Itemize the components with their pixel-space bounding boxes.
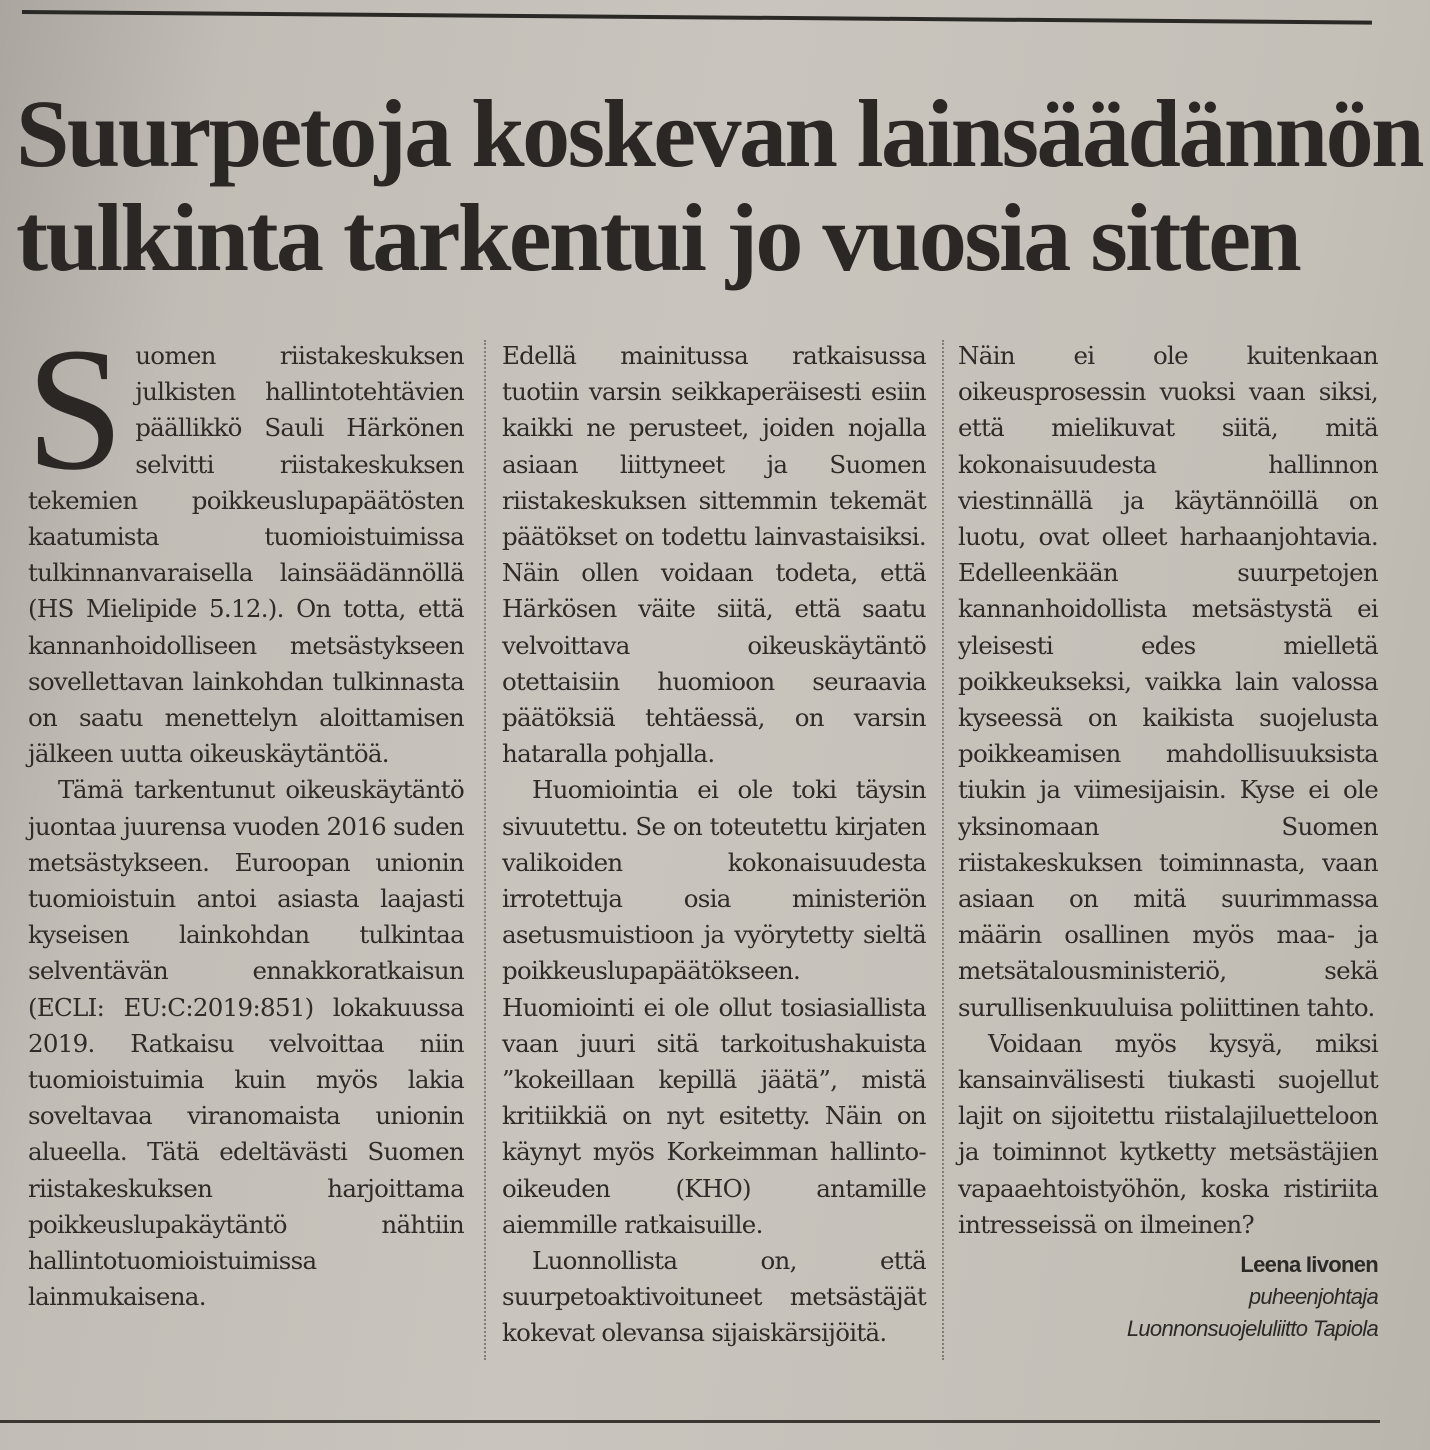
author-organization: Luonnonsuojeluliitto Tapiola (1126, 1316, 1378, 1342)
bottom-rule (0, 1420, 1380, 1423)
lead-paragraph (26, 312, 464, 772)
lead-paragraph-text: uomen riistakeskuksen julkisten hallintotehtävien päällikkö Sauli Härkönen selvitti riistakeskuksen tekemien poikkeuslupapäätösten kaatumista tuomioistuimissa tulkinnanvaraisella lainsäädännöllä (HS Mielipide 5.12.). On totta, että kannanhoidolliseen metsästykseen sovellettavan lainkohdan tulkinnasta on saatu menettelyn aloittamisen jälkeen uutta oikeuskäytäntöä. (28, 341, 464, 769)
column-3 (958, 338, 1378, 1345)
body-paragraph: Huomiointia ei ole toki täysin sivuutettu. Se on toteutettu kirjaten valikoiden kokonaisuudesta irrotettuja osia ministeriön asetusmuistioon ja vyörytetty sieltä poikkeuslupapäätökseen. Huomiointi ei ole ollut tosiasiallista vaan juuri sitä tarkoitushakuista ”kokeillaan kepillä jäätä”, mistä kritiikkiä on nyt esitetty. Näin on käynyt myös Korkeimman hallinto-oikeuden (KHO) antamille aiemmille ratkaisuille. (502, 775, 926, 1239)
column-1 (26, 312, 464, 1315)
column-2 (502, 338, 926, 1352)
column-separator (942, 340, 944, 1360)
top-rule (22, 10, 1372, 25)
body-paragraph: Luonnollista on, että suurpetoaktivoituneet metsästäjät kokevat olevansa sijaiskärsijöitä. (502, 1246, 926, 1348)
column-separator (484, 340, 486, 1360)
headline-line-1: Suurpetoja koskevan lainsäädännön (16, 80, 1423, 187)
body-paragraph: Voidaan myös kysyä, miksi kansainvälisesti tiukasti suojellut lajit on sijoitettu riistalajiluetteloon ja toiminnot kytketty metsästäjien vapaaehtoistyöhön, koska ristiriita intresseissä on ilmeinen? (958, 1028, 1378, 1239)
drop-cap: S (26, 312, 124, 507)
signature (958, 1249, 1378, 1345)
author-role: puheenjohtaja (1248, 1284, 1378, 1310)
headline (16, 80, 1423, 291)
body-paragraph: Edellä mainitussa ratkaisussa tuotiin varsin seikkaperäisesti esiin kaikki ne perusteet, joiden nojalla asiaan liittyneet ja Suomen riistakeskuksen sittemmin tekemät päätökset on todettu lainvastaisiksi. Näin ollen voidaan todeta, että Härkösen väite siitä, että saatu velvoittava oikeuskäytäntö otettaisiin huomioon seuraavia päätöksiä tehtäessä, on varsin hataralla pohjalla. (502, 341, 926, 769)
author-name: Leena Iivonen (1240, 1252, 1378, 1278)
headline-line-2: tulkinta tarkentui jo vuosia sitten (16, 184, 1300, 291)
body-paragraph: Tämä tarkentunut oikeuskäytäntö juontaa juurensa vuoden 2016 suden metsästykseen. Euroopan unionin tuomioistuin antoi asiasta laajasti kyseisen lainkohdan tulkintaa selventävän ennakkoratkaisun (ECLI: EU:C:2019:851) lokakuussa 2019. Ratkaisu velvoittaa niin tuomioistuimia kuin myös lakia soveltavaa viranomaista unionin alueella. Tätä edeltävästi Suomen riistakeskuksen harjoittama poikkeuslupakäytäntö nähtiin hallintotuomioistuimissa lainmukaisena. (28, 775, 464, 1312)
body-paragraph: Näin ei ole kuitenkaan oikeusprosessin vuoksi vaan siksi, että mielikuvat siitä, mitä kokonaisuudesta hallinnon viestinnällä ja käytännöillä on luotu, ovat olleet harhaanjohtavia. Edelleenkään suurpetojen kannanhoidollista metsästystä ei yleisesti edes mielletä poikkeukseksi, vaikka lain valossa kyseessä on kaikista suojelusta poikkeamisen mahdollisuuksista tiukin ja viimesijaisin. Kyse ei ole yksinomaan Suomen riistakeskuksen toiminnasta, vaan asiaan on mitä suurimmassa määrin osallinen myös maa- ja metsätalousministeriö, sekä surullisenkuuluisa poliittinen tahto. (958, 341, 1378, 1022)
